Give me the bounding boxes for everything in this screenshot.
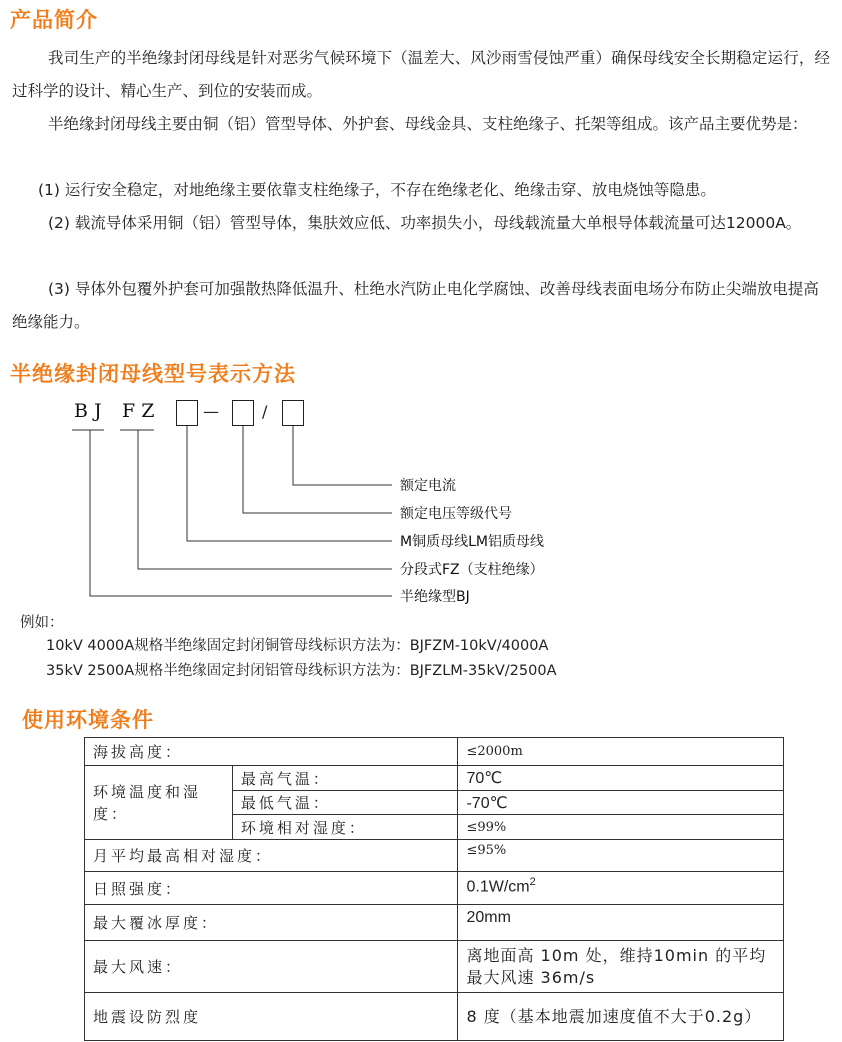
ice-label: 最大覆冰厚度：: [85, 905, 458, 941]
monthly-humidity-value: ≤95%: [458, 840, 784, 872]
table-row: [85, 905, 784, 941]
section-title-product-intro: 产品简介: [10, 8, 98, 32]
label-semi-insulated: 半绝缘型BJ: [400, 589, 470, 605]
quake-value: 8 度（基本地震加速度值不大于0.2g）: [458, 993, 784, 1041]
code-slash: /: [262, 402, 268, 421]
label-segmented: 分段式FZ（支柱绝缘）: [400, 562, 544, 578]
quake-label: 地震设防烈度: [85, 993, 458, 1041]
max-temp-value: 70℃: [458, 766, 784, 791]
example-heading: 例如：: [20, 615, 64, 631]
altitude-label: 海拔高度：: [85, 738, 458, 766]
table-row: [85, 872, 784, 905]
advantage-item-1: (1) 运行安全稳定，对地绝缘主要依靠支柱绝缘子，不存在绝缘老化、绝缘击穿、放电烧蚀等隐患。: [38, 181, 716, 199]
monthly-humidity-label: 月平均最高相对湿度：: [85, 840, 458, 872]
environment-conditions-table: [84, 737, 784, 1041]
rel-humidity-value: ≤99%: [458, 815, 784, 840]
solar-unit-exponent: 2: [529, 876, 536, 888]
intro-paragraph-2: 半绝缘封闭母线主要由铜（铝）管型导体、外护套、母线金具、支柱绝缘子、托架等组成。该产品主要优势是：: [48, 115, 808, 133]
min-temp-label: 最低气温：: [232, 791, 458, 815]
ice-value: 20mm: [458, 905, 784, 941]
section-title-environment: 使用环境条件: [22, 708, 154, 732]
intro-paragraph-1: 我司生产的半绝缘封闭母线是针对恶劣气候环境下（温差大、风沙雨雪侵蚀严重）确保母线安全长期稳定运行，经过科学的设计、精心生产、到位的安装而成。: [12, 49, 830, 100]
solar-label: 日照强度：: [85, 872, 458, 905]
label-voltage-grade: 额定电压等级代号: [400, 506, 512, 522]
altitude-value: ≤2000m: [458, 738, 784, 766]
example-line-2: 35kV 2500A规格半绝缘固定封闭铝管母线标识方法为：BJFZLM-35kV/2500A: [46, 663, 557, 679]
example-line-1: 10kV 4000A规格半绝缘固定封闭铜管母线标识方法为：BJFZM-10kV/4000A: [46, 638, 549, 654]
code-dash: —: [203, 402, 219, 421]
max-temp-label: 最高气温：: [232, 766, 458, 791]
code-fz: F Z: [122, 400, 155, 422]
table-row: [85, 840, 784, 872]
table-row: [85, 941, 784, 993]
temp-humidity-label: 环境温度和湿度：: [85, 766, 233, 840]
advantage-item-3: (3) 导体外包覆外护套可加强散热降低温升、杜绝水汽防止电化学腐蚀、改善母线表面电场分布防止尖端放电提高绝缘能力。: [12, 280, 819, 331]
label-rated-current: 额定电流: [400, 478, 456, 494]
solar-value-cell: [458, 872, 784, 905]
table-row: [85, 766, 784, 791]
label-material: M铜质母线LM铝质母线: [400, 534, 544, 550]
min-temp-value: -70℃: [458, 791, 784, 815]
wind-label: 最大风速：: [85, 941, 458, 993]
wind-value: 离地面高 10m 处，维持10min 的平均最大风速 36m/s: [458, 941, 784, 993]
advantage-item-2: (2) 载流导体采用铜（铝）管型导体，集肤效应低、功率损失小，母线载流量大单根导体载流量可达12000A。: [48, 214, 802, 232]
table-row: [85, 738, 784, 766]
section-title-model-designation: 半绝缘封闭母线型号表示方法: [10, 362, 296, 386]
solar-value: 0.1W/cm: [466, 878, 530, 896]
rel-humidity-label: 环境相对湿度：: [232, 815, 458, 840]
table-row: [85, 993, 784, 1041]
code-bj: B J: [74, 400, 102, 422]
